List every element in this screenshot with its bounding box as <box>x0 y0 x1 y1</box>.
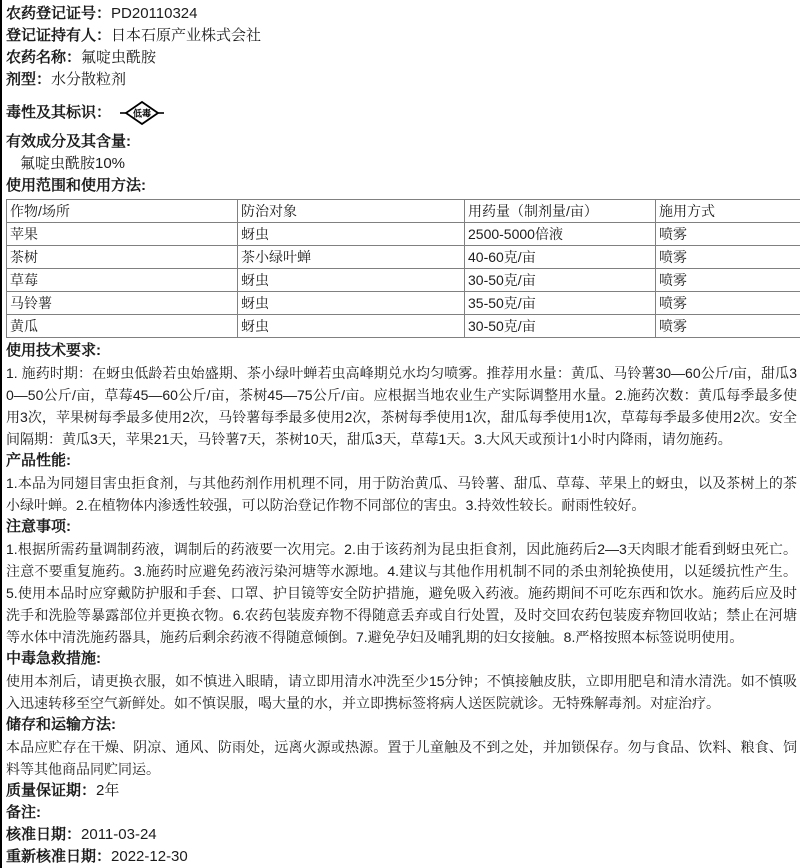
field-approval-date <box>6 824 797 846</box>
cell-dosage: 30-50克/亩 <box>465 315 656 338</box>
cell-method: 喷雾 <box>656 269 800 292</box>
approval-date-label: 核准日期： <box>6 826 81 843</box>
cell-target: 茶小绿叶蝉 <box>238 246 465 269</box>
formulation-value: 水分散粒剂 <box>51 71 126 88</box>
cell-crop: 草莓 <box>7 269 238 292</box>
usage-col-dosage: 用药量（制剂量/亩） <box>465 200 656 223</box>
registration-number-label: 农药登记证号： <box>6 5 111 22</box>
cell-crop: 黄瓜 <box>7 315 238 338</box>
precautions-body: 1.根据所需药量调制药液，调制后的药液要一次用完。2.由于该药剂为昆虫拒食剂，因此施药后2—3天肉眼才能看到蚜虫死亡。注意不要重复施药。3.施药时应避免药液污染河塘等水源地。4.建议与其他作用机制不同的杀虫剂轮换使用，以延缓抗性产生。5.使用本品时应穿戴防护服和手套、口罩、护目镜等安全防护措施，避免吸入药液。施药期间不可吃东西和饮水。施药后应及时洗手和洗脸等暴露部位并更换衣物。6.农药包装废弃物不得随意丢弃或自行处置，及时交回农药包装废弃物回收站；禁止在河塘等水体中清洗施药器具，施药后剩余药液不得随意倾倒。7.避免孕妇及哺乳期的妇女接触。8.严格按照本标签说明使用。 <box>6 538 797 648</box>
cell-dosage: 35-50克/亩 <box>465 292 656 315</box>
section-technical-requirements <box>6 340 797 450</box>
cell-method: 喷雾 <box>656 223 800 246</box>
formulation-label: 剂型： <box>6 71 51 88</box>
section-storage-transport <box>6 714 797 780</box>
usage-table-row <box>7 315 800 338</box>
cell-dosage: 40-60克/亩 <box>465 246 656 269</box>
technical-requirements-body: 1. 施药时期：在蚜虫低龄若虫始盛期、茶小绿叶蝉若虫高峰期兑水均匀喷雾。推荐用水量：黄瓜、马铃薯30—60公斤/亩，甜瓜30—50公斤/亩，草莓45—60公斤/亩，茶树45—75公斤/亩。应根据当地农业生产实际调整用水量。2.施药次数：黄瓜每季最多使用3次，苹果树每季最多使用2次，马铃薯每季最多使用2次，茶树每季使用1次，甜瓜每季使用1次，草莓每季最多使用2次。安全间隔期：黄瓜3天，苹果21天，马铃薯7天，茶树10天，甜瓜3天，草莓1天。3.大风天或预计1小时内降雨，请勿施药。 <box>6 362 797 450</box>
reapproval-date-label: 重新核准日期： <box>6 848 111 865</box>
cell-method: 喷雾 <box>656 315 800 338</box>
usage-table <box>6 199 800 338</box>
low-toxicity-diamond-icon <box>119 100 165 130</box>
pesticide-name-label: 农药名称： <box>6 49 81 66</box>
usage-table-row <box>7 292 800 315</box>
usage-scope-title: 使用范围和使用方法: <box>6 175 797 197</box>
storage-transport-body: 本品应贮存在干燥、阴凉、通风、防雨处，远离火源或热源。置于儿童触及不到之处，并加锁保存。勿与食品、饮料、粮食、饲料等其他商品同贮同运。 <box>6 736 797 780</box>
quality-guarantee-value: 2年 <box>96 782 119 799</box>
cell-target: 蚜虫 <box>238 292 465 315</box>
pesticide-name-value: 氟啶虫酰胺 <box>81 49 156 66</box>
cell-crop: 苹果 <box>7 223 238 246</box>
product-performance-title: 产品性能: <box>6 450 797 472</box>
field-quality-guarantee <box>6 780 797 802</box>
usage-table-row <box>7 269 800 292</box>
first-aid-title: 中毒急救措施: <box>6 648 797 670</box>
cell-method: 喷雾 <box>656 246 800 269</box>
reapproval-date-value: 2022-12-30 <box>111 848 188 865</box>
cell-target: 蚜虫 <box>238 269 465 292</box>
active-ingredient-content: 氟啶虫酰胺10% <box>6 153 797 175</box>
usage-col-target: 防治对象 <box>238 200 465 223</box>
field-toxicity <box>6 91 797 131</box>
storage-transport-title: 储存和运输方法: <box>6 714 797 736</box>
usage-table-header-row <box>7 200 800 223</box>
field-certificate-holder <box>6 25 797 47</box>
cell-method: 喷雾 <box>656 292 800 315</box>
field-pesticide-name <box>6 47 797 69</box>
section-precautions <box>6 516 797 648</box>
toxicity-label: 毒性及其标识： <box>6 101 111 122</box>
precautions-title: 注意事项: <box>6 516 797 538</box>
approval-date-value: 2011-03-24 <box>81 826 157 843</box>
remarks-label: 备注: <box>6 804 41 821</box>
usage-table-row <box>7 246 800 269</box>
usage-col-method: 施用方式 <box>656 200 800 223</box>
cell-crop: 马铃薯 <box>7 292 238 315</box>
svg-text:低毒: 低毒 <box>133 108 151 119</box>
active-ingredient-title: 有效成分及其含量: <box>6 131 797 153</box>
cell-dosage: 2500-5000倍液 <box>465 223 656 246</box>
field-formulation <box>6 69 797 91</box>
product-performance-body: 1.本品为同翅目害虫拒食剂，与其他药剂作用机理不同，用于防治黄瓜、马铃薯、甜瓜、草莓、苹果上的蚜虫，以及茶树上的茶小绿叶蝉。2.在植物体内渗透性较强，可以防治登记作物不同部位的害虫。3.持效性较长。耐雨性较好。 <box>6 472 797 516</box>
cell-dosage: 30-50克/亩 <box>465 269 656 292</box>
field-remarks <box>6 802 797 824</box>
certificate-holder-value: 日本石原产业株式会社 <box>111 27 261 44</box>
section-first-aid <box>6 648 797 714</box>
technical-requirements-title: 使用技术要求: <box>6 340 797 362</box>
first-aid-body: 使用本剂后，请更换衣服，如不慎进入眼睛，请立即用清水冲洗至少15分钟；不慎接触皮肤，立即用肥皂和清水清洗。如不慎吸入迅速转移至空气新鲜处。如不慎误服，喝大量的水，并立即携标签将病人送医院就诊。无特殊解毒剂。对症治疗。 <box>6 670 797 714</box>
field-registration-number <box>6 3 797 25</box>
registration-number-value: PD20110324 <box>111 5 197 22</box>
cell-target: 蚜虫 <box>238 315 465 338</box>
field-reapproval-date <box>6 846 797 868</box>
quality-guarantee-label: 质量保证期： <box>6 782 96 799</box>
cell-target: 蚜虫 <box>238 223 465 246</box>
cell-crop: 茶树 <box>7 246 238 269</box>
usage-col-crop: 作物/场所 <box>7 200 238 223</box>
usage-table-row <box>7 223 800 246</box>
certificate-holder-label: 登记证持有人： <box>6 27 111 44</box>
section-product-performance <box>6 450 797 516</box>
